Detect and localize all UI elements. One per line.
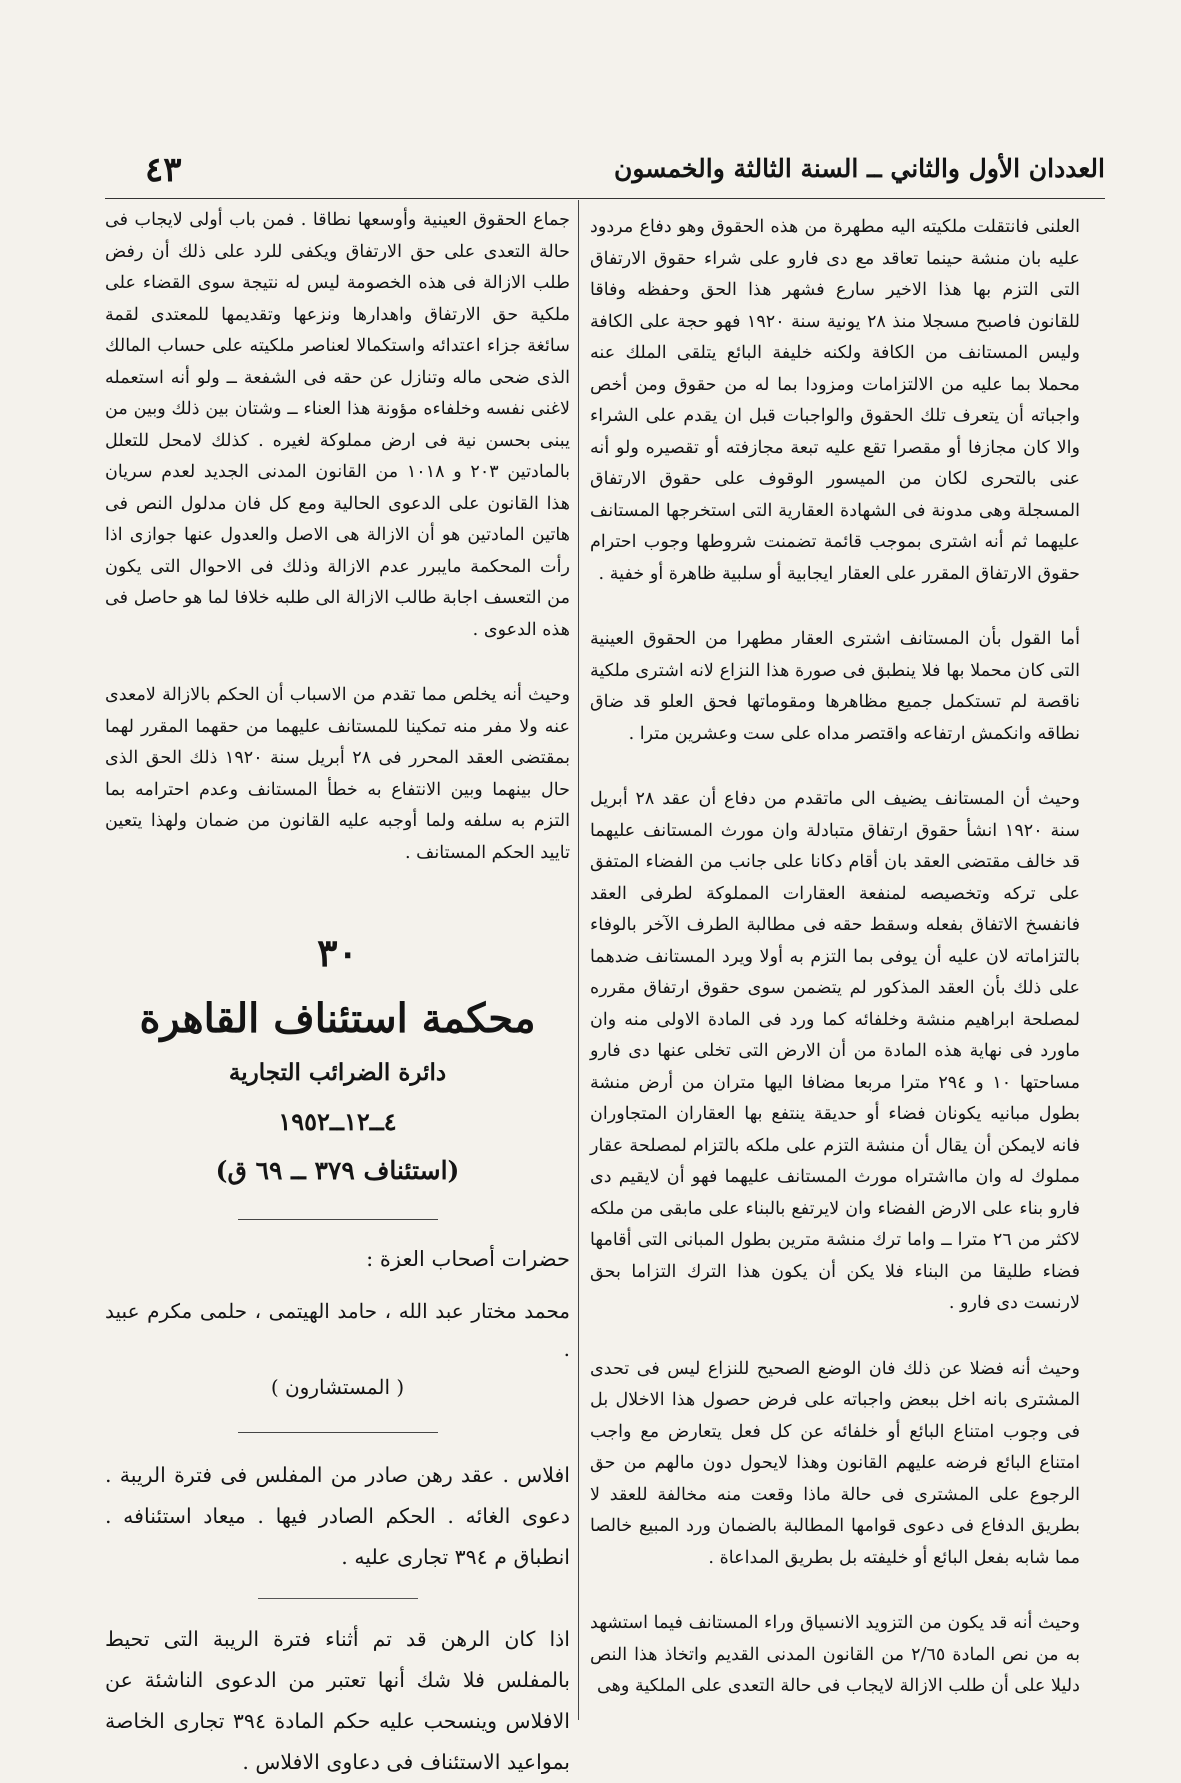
case-number: ٣٠ bbox=[317, 930, 358, 975]
column-divider bbox=[578, 200, 579, 1720]
appeal-number: (استئناف ٣٧٩ ــ ٦٩ ق) bbox=[215, 1156, 460, 1185]
right-paragraph-2: أما القول بأن المستانف اشترى العقار مطهرا من الحقوق العينية التى كان محملا بها فلا ينطبق فى صورة هذا النزاع لانه اشترى ملكية ناقصة لم تستكمل جميع مظاهرها ومقوماتها فحق العلو قد ضاق نطاقه وانكمش ارتفاعه واقتصر مداه على ست وعشرين مترا . bbox=[590, 629, 1080, 744]
judgment-date: ٤ــ١٢ــ١٩٥٢ bbox=[278, 1107, 397, 1136]
header-rule bbox=[105, 198, 1105, 199]
section-rule bbox=[238, 1432, 438, 1433]
right-paragraph-5: وحيث أنه قد يكون من التزويد الانسياق وراء المستانف فيما استشهد به من نص المادة ٢/٦٥ من القانون المدنى القديم واتخاذ هذا النص دليلا على أن طلب الازالة لايجاب فى حالة التعدى على الملكية وهى bbox=[590, 1613, 1080, 1696]
running-title: العددان الأول والثاني ــ السنة الثالثة والخمسون bbox=[614, 154, 1105, 183]
page-number: ٤٣ bbox=[145, 150, 182, 190]
left-paragraph-1: جماع الحقوق العينية وأوسعها نطاقا . فمن باب أولى لايجاب فى حالة التعدى على حق الارتفاق ويكفى للرد على ذلك أن رفض طلب الازالة فى هذه الخصومة ليس له نتيجة سوى القضاء على ملكية حق الارتفاق واهدارها ونزعها وتقديمها للمعتدى لقمة سائغة جزاء اعتدائه واستكمالا لعناصر ملكيته على حساب المالك الذى ضحى ماله وتنازل عن حقه فى الشفعة ــ ولو أنه استعمله لاغنى نفسه وخلفاءه مؤونة هذا العناء ــ وشتان بين ذلك وبين من يبنى بحسن نية فى ارض مملوكة لغيره . كذلك لامحل للتعلل بالمادتين ٢٠٣ و ١٠١٨ من القانون المدنى الجديد لعدم سريان هذا القانون على الدعوى الحالية ومع كل فان مدلول النص فى هاتين المادتين هو أن الازالة هى الاصل والعدول عنها جوازى اذا رأت المحكمة مايبرر عدم الازالة وذلك فى الاحوال التى يكون من التعسف اجابة طالب الازالة الى طلبه خلافا لما هو حاصل فى هذه الدعوى . bbox=[105, 210, 570, 640]
section-rule bbox=[238, 1219, 438, 1220]
right-paragraph-3: وحيث أن المستانف يضيف الى ماتقدم من دفاع أن عقد ٢٨ أبريل سنة ١٩٢٠ انشأ حقوق ارتفاق متبادلة وان مورث المستانف عليهما قد خالف مقتضى العقد بان أقام دكانا على جانب من الفضاء المتفق على تركه وتخصيصه لمنفعة العقارات المملوكة لطرفى العقد فانفسخ الاتفاق بفعله وسقط حقه فى مطالبة الطرف الآخر بالوفاء بالتزاماته لان عليه أن يوفى بما التزم به أولا ويرد المستانف ضدهما على ذلك بأن العقد المذكور لم يتضمن سوى حقوق ارتفاق مقرره لمصلحة ابراهيم منشة وخلفائه كما ورد فى المادة الاولى منه وان ماورد فى نهاية هذه المادة من أن الارض التى تخلى عنها دى فارو مساحتها ١٠ و ٢٩٤ مترا مربعا مضافا اليها متران من أرض منشة بطول مبانيه يكونان فضاء أو حديقة ينتفع بها العقاران المتجاوران فانه لايمكن أن يقال أن منشة التزم على ملكه بالتزام لمصلحة عقار مملوك له وان مااشتراه مورث المستانف عليهما فهو أن لايقيم دى فارو بناء على الارض الفضاء وان لايرتفع بالبناء على مابقى من ملكه لاكثر من ٢٦ مترا ــ واما ترك منشة مترين بطول المبانى التى أقامها فضاء طليقا من البناء فلا يكن أن يكون هذا الترك التزاما بحق لارنست دى فارو . bbox=[590, 789, 1080, 1313]
court-circuit: دائرة الضرائب التجارية bbox=[228, 1059, 447, 1086]
case-holding: اذا كان الرهن قد تم أثناء فترة الريبة التى تحيط بالمفلس فلا شك أنها تعتبر من الدعوى الناشئة عن الافلاس وينسحب عليه حكم المادة ٣٩٤ تجارى الخاصة بمواعيد الاستئناف فى دعاوى الافلاس . bbox=[105, 1627, 570, 1774]
summary-separator bbox=[258, 1598, 418, 1599]
panel-role: ( المستشارون ) bbox=[270, 1375, 405, 1399]
panel-heading: حضرات أصحاب العزة : bbox=[366, 1247, 570, 1271]
left-column bbox=[105, 205, 570, 1783]
right-column bbox=[590, 212, 1080, 1703]
page-header bbox=[105, 150, 1105, 196]
right-paragraph-1: العلنى فانتقلت ملكيته اليه مطهرة من هذه الحقوق وهو دفاع مردود عليه بان منشة حينما تعاقد مع دى فارو على شراء حقوق الارتفاق التى التزم بها هذا الاخير سارع فشهر هذا الحق وحفظه وفاقا للقانون فاصبح مسجلا منذ ٢٨ يونية سنة ١٩٢٠ فهو حجة على الكافة وليس المستانف من الكافة ولكنه خليفة البائع يتلقى الملك عنه محملا بما عليه من الالتزامات ومزودا بما له من حقوق ومن أخص واجباته أن يتعرف تلك الحقوق والواجبات قبل ان يقدم على الشراء والا كان مجازفا أو مقصرا تقع عليه تبعة مجازفته أو تقصيره ولو أنه عنى بالتحرى لكان من الميسور الوقوف على حقوق الارتفاق المسجلة وهى مدونة فى الشهادة العقارية التى استخرجها المستانف عليهما ثم أنه اشترى بموجب قائمة تضمنت شروطها وجوب احترام حقوق الارتفاق المقرر على العقار ايجابية أو سلبية ظاهرة أو خفية . bbox=[590, 217, 1080, 584]
panel-names: محمد مختار عبد الله ، حامد الهيتمى ، حلمى مكرم عبيد . bbox=[105, 1299, 570, 1361]
case-summary: افلاس . عقد رهن صادر من المفلس فى فترة الريبة . دعوى الغائه . الحكم الصادر فيها . ميعاد استئنافه . انطباق م ٣٩٤ تجارى عليه . bbox=[105, 1463, 570, 1569]
right-paragraph-4: وحيث أنه فضلا عن ذلك فان الوضع الصحيح للنزاع ليس فى تحدى المشترى بانه اخل ببعض واجباته على فرض حصول هذا الاخلال بل فى وجوب امتناع البائع أو خلفائه عن كل فعل يتعارض مع واجب امتناع البائع فرضه عليهم القانون وهذا لايحول دون مالهم من حق الرجوع على المشترى فى حالة ماذا وقعت منه مخالفة للعقد لا بطريق الدفاع فى دعوى قوامها المطالبة بالضمان ورد المبيع خالصا مما شابه بفعل البائع أو خليفته بل بطريق المداعاة . bbox=[590, 1358, 1080, 1568]
left-paragraph-2: وحيث أنه يخلص مما تقدم من الاسباب أن الحكم بالازالة لامعدى عنه ولا مفر منه تمكينا للمستانف عليهما من حقهما المقرر لهما بمقتضى العقد المحرر فى ٢٨ أبريل سنة ١٩٢٠ ذلك الحق الذى حال بينهما وبين الانتفاع به خطأ المستانف وعدم احترامه بما التزم به سلفه ولما أوجبه عليه القانون من ضمان ولهذا يتعين تاييد الحكم المستانف . bbox=[105, 685, 570, 863]
court-name: محكمة استئناف القاهرة bbox=[139, 995, 536, 1042]
